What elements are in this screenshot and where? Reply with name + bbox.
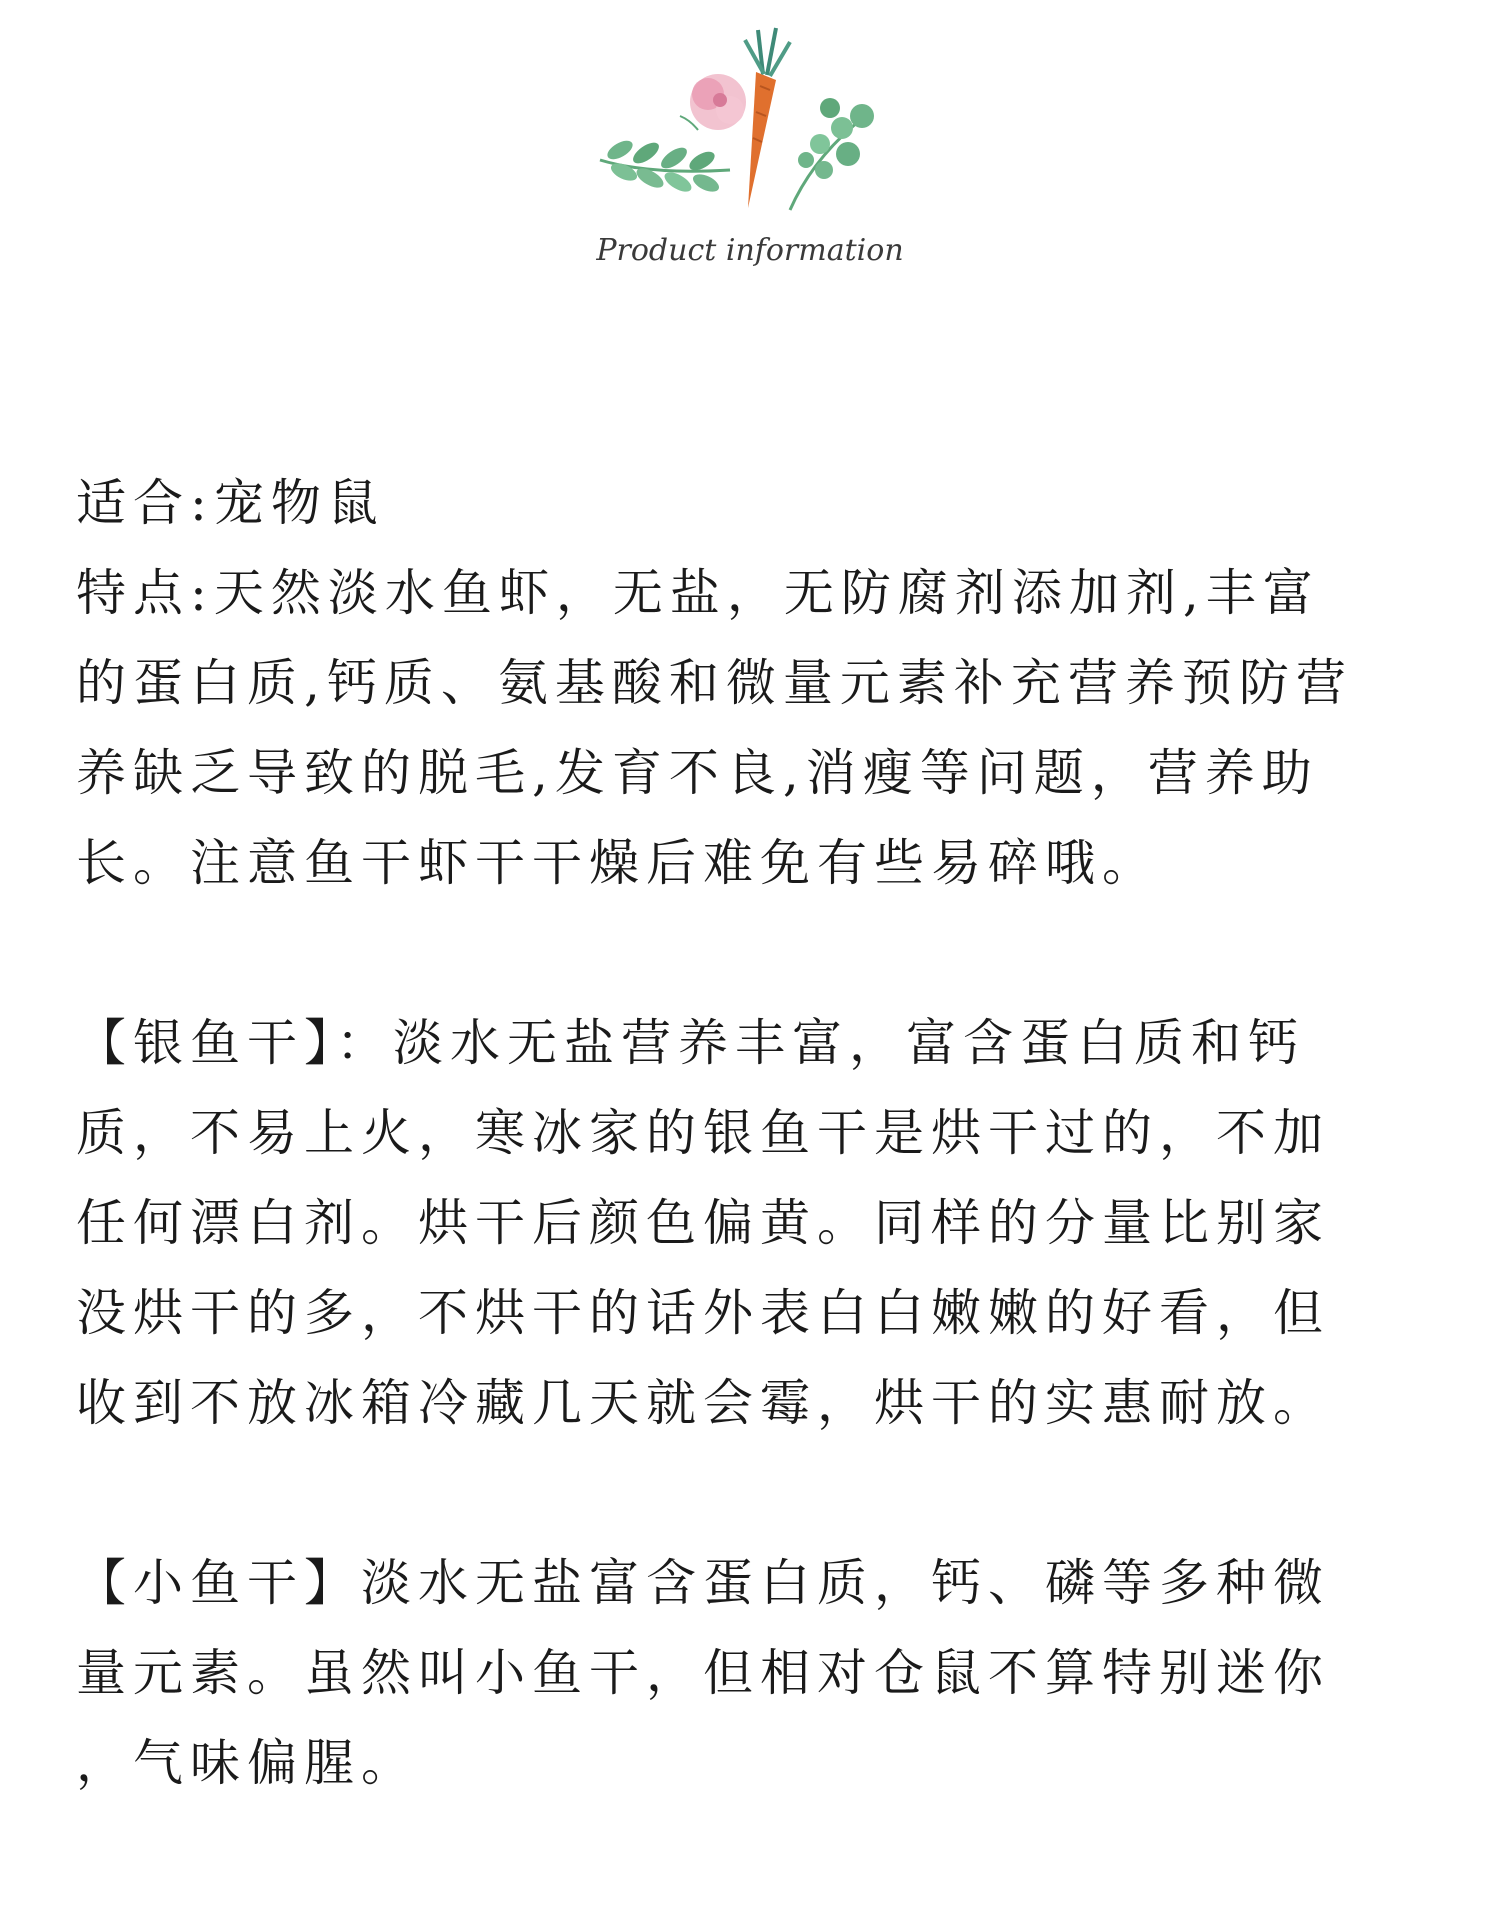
paragraph-gap [76,1448,1456,1538]
silverfish-line: 收到不放冰箱冷藏几天就会霉，烘干的实惠耐放。 [76,1374,1330,1432]
smallfish-line: ，气味偏腥。 [76,1734,418,1792]
product-information-logo [580,20,920,290]
intro-line: 的蛋白质,钙质、氨基酸和微量元素补充营养预防营 [76,654,1353,712]
silverfish-line: 质，不易上火，寒冰家的银鱼干是烘干过的，不加 [76,1104,1330,1162]
paragraph-gap [76,908,1456,998]
intro-line: 特点:天然淡水鱼虾，无盐，无防腐剂添加剂,丰富 [76,564,1320,622]
silverfish-line: 没烘干的多，不烘干的话外表白白嫩嫩的好看，但 [76,1284,1330,1342]
logo-caption: Product information [596,233,904,268]
smallfish-paragraph [76,1538,1456,1808]
silverfish-line: 【银鱼干】：淡水无盐营养丰富，富含蛋白质和钙 [76,1014,1305,1072]
intro-line: 长。注意鱼干虾干干燥后难免有些易碎哦。 [76,834,1159,892]
product-description [76,458,1456,1808]
smallfish-line: 【小鱼干】淡水无盐富含蛋白质，钙、磷等多种微 [76,1554,1330,1612]
intro-paragraph [76,458,1456,908]
smallfish-line: 量元素。虽然叫小鱼干，但相对仓鼠不算特别迷你 [76,1644,1330,1702]
intro-line: 养缺乏导致的脱毛,发育不良,消瘦等问题，营养助 [76,744,1319,802]
silverfish-line: 任何漂白剂。烘干后颜色偏黄。同样的分量比别家 [76,1194,1330,1252]
silverfish-paragraph [76,998,1456,1448]
botanical-illustration [580,20,920,290]
intro-line: 适合:宠物鼠 [76,474,385,532]
